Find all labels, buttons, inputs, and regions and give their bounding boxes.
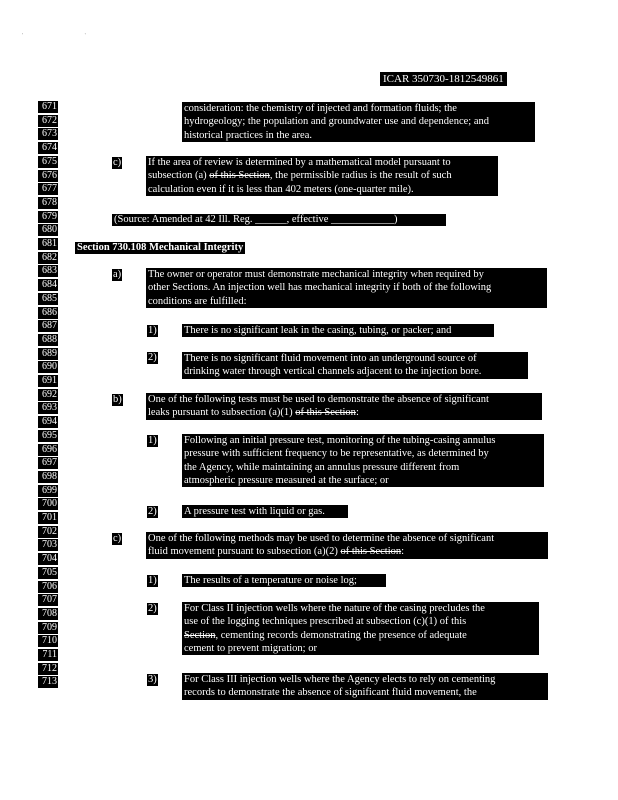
line-number: 694 xyxy=(38,416,58,428)
line-number: 690 xyxy=(38,361,58,373)
struck-text: of this Section xyxy=(209,170,270,182)
source-note: (Source: Amended at 42 Ill. Reg. ______, effective ____________) xyxy=(112,214,446,226)
item-label: 1) xyxy=(148,325,157,336)
item-label: 2) xyxy=(148,603,157,614)
line-number: 704 xyxy=(38,553,58,565)
item-label: 2) xyxy=(148,352,157,363)
line-number: 707 xyxy=(38,594,58,606)
line-number: 702 xyxy=(38,526,58,538)
line-number: 684 xyxy=(38,279,58,291)
line-number: 689 xyxy=(38,348,58,360)
subsection-label: c) xyxy=(113,533,122,544)
line-number: 693 xyxy=(38,402,58,414)
item-b2 xyxy=(182,505,348,518)
text-line: The owner or operator must demonstrate mechanical integrity when required by xyxy=(148,269,484,280)
line-number: 712 xyxy=(38,663,58,675)
text-line: If the area of review is determined by a mathematical model pursuant to xyxy=(148,157,451,168)
line-number: 675 xyxy=(38,156,58,168)
text-line: A pressure test with liquid or gas. xyxy=(184,506,325,517)
paragraph-c-fluid-movement xyxy=(146,532,548,559)
text-line: conditions are fulfilled: xyxy=(148,295,247,307)
text-line: use of the logging techniques prescribed at subsection (c)(1) of this xyxy=(184,616,467,628)
line-number: 683 xyxy=(38,265,58,277)
line-number: 681 xyxy=(38,238,58,250)
text-line: pressure with sufficient frequency to be representative, as determined by xyxy=(184,448,489,460)
text-line: The results of a temperature or noise log; xyxy=(184,575,357,586)
text-line: fluid movement pursuant to subsection (a)(2) of this Section: xyxy=(148,546,405,558)
line-number: 703 xyxy=(38,539,58,551)
line-number: 699 xyxy=(38,485,58,497)
item-c2 xyxy=(182,602,539,655)
line-number: 695 xyxy=(38,430,58,442)
text-line: other Sections. An injection well has mechanical integrity if both of the following xyxy=(148,282,492,294)
line-number: 692 xyxy=(38,389,58,401)
struck-text: Section xyxy=(184,629,216,641)
line-number: 698 xyxy=(38,471,58,483)
line-number: 673 xyxy=(38,128,58,140)
struck-text: of this Section xyxy=(340,546,402,558)
line-number: 672 xyxy=(38,115,58,127)
line-number: 696 xyxy=(38,444,58,456)
paragraph-a-mechanical-integrity xyxy=(146,268,547,308)
text-line: the Agency, while maintaining an annulus pressure different from xyxy=(184,461,460,473)
text-line: atmospheric pressure measured at the surface; or xyxy=(184,474,389,486)
item-a2 xyxy=(182,352,528,379)
item-c1 xyxy=(182,574,386,587)
line-number: 691 xyxy=(38,375,58,387)
item-a1 xyxy=(182,324,494,337)
line-number: 705 xyxy=(38,567,58,579)
paragraph-c-area-of-review xyxy=(146,156,498,196)
text-line: hydrogeology; the population and groundwater use and dependence; and xyxy=(184,116,489,128)
line-number: 697 xyxy=(38,457,58,469)
struck-text: of this Section xyxy=(295,407,356,419)
text-line: There is no significant leak in the casing, tubing, or packer; and xyxy=(184,325,452,336)
section-heading: Section 730.108 Mechanical Integrity xyxy=(77,242,244,253)
line-number: 676 xyxy=(38,170,58,182)
text-line: Section, cementing records demonstrating the presence of adequate xyxy=(184,629,467,641)
line-number: 682 xyxy=(38,252,58,264)
text-line: Following an initial pressure test, monitoring of the tubing-casing annulus xyxy=(184,435,496,446)
scan-marks: ' ' xyxy=(22,33,116,39)
document-id-header: ICAR 350730-1812549861 xyxy=(380,72,507,86)
line-number: 679 xyxy=(38,211,58,223)
text-line: drinking water through vertical channels adjacent to the injection bore. xyxy=(184,366,482,378)
line-number: 701 xyxy=(38,512,58,524)
item-c3 xyxy=(182,673,548,700)
text-line: calculation even if it is less than 402 meters (one-quarter mile). xyxy=(148,183,414,195)
line-number: 688 xyxy=(38,334,58,346)
line-number: 713 xyxy=(38,676,58,688)
item-label: 1) xyxy=(148,575,157,586)
text-line: records to demonstrate the absence of significant fluid movement, the xyxy=(184,687,477,699)
line-number: 686 xyxy=(38,307,58,319)
text-line: There is no significant fluid movement into an underground source of xyxy=(184,353,477,364)
line-number: 677 xyxy=(38,183,58,195)
text-line: subsection (a) of this Section, the permissible radius is the result of such xyxy=(148,170,452,182)
text-line: For Class II injection wells where the nature of the casing precludes the xyxy=(184,603,485,614)
line-number: 678 xyxy=(38,197,58,209)
line-number: 680 xyxy=(38,224,58,236)
item-b1 xyxy=(182,434,544,487)
subsection-label: c) xyxy=(113,157,122,168)
text-line: One of the following tests must be used to demonstrate the absence of significant xyxy=(148,394,489,405)
subsection-label: a) xyxy=(113,269,122,280)
line-number: 706 xyxy=(38,581,58,593)
line-number: 685 xyxy=(38,293,58,305)
line-number: 671 xyxy=(38,101,58,113)
line-number: 710 xyxy=(38,635,58,647)
text-line: historical practices in the area. xyxy=(184,129,312,141)
line-number: 711 xyxy=(38,649,58,661)
paragraph-b-leak-tests xyxy=(146,393,542,420)
item-label: 1) xyxy=(148,435,157,446)
item-label: 2) xyxy=(148,506,157,517)
text-line: For Class III injection wells where the Agency elects to rely on cementing xyxy=(184,674,496,685)
text-line: consideration: the chemistry of injected and formation fluids; the xyxy=(184,103,457,114)
item-label: 3) xyxy=(148,674,157,685)
text-line: cement to prevent migration; or xyxy=(184,642,317,654)
subsection-label: b) xyxy=(113,394,122,405)
paragraph-continuation xyxy=(182,102,535,142)
line-number: 700 xyxy=(38,498,58,510)
text-line: leaks pursuant to subsection (a)(1) of this Section: xyxy=(148,407,359,419)
line-number: 674 xyxy=(38,142,58,154)
line-number: 708 xyxy=(38,608,58,620)
line-number: 687 xyxy=(38,320,58,332)
line-number: 709 xyxy=(38,622,58,634)
text-line: One of the following methods may be used to determine the absence of significant xyxy=(148,533,495,544)
